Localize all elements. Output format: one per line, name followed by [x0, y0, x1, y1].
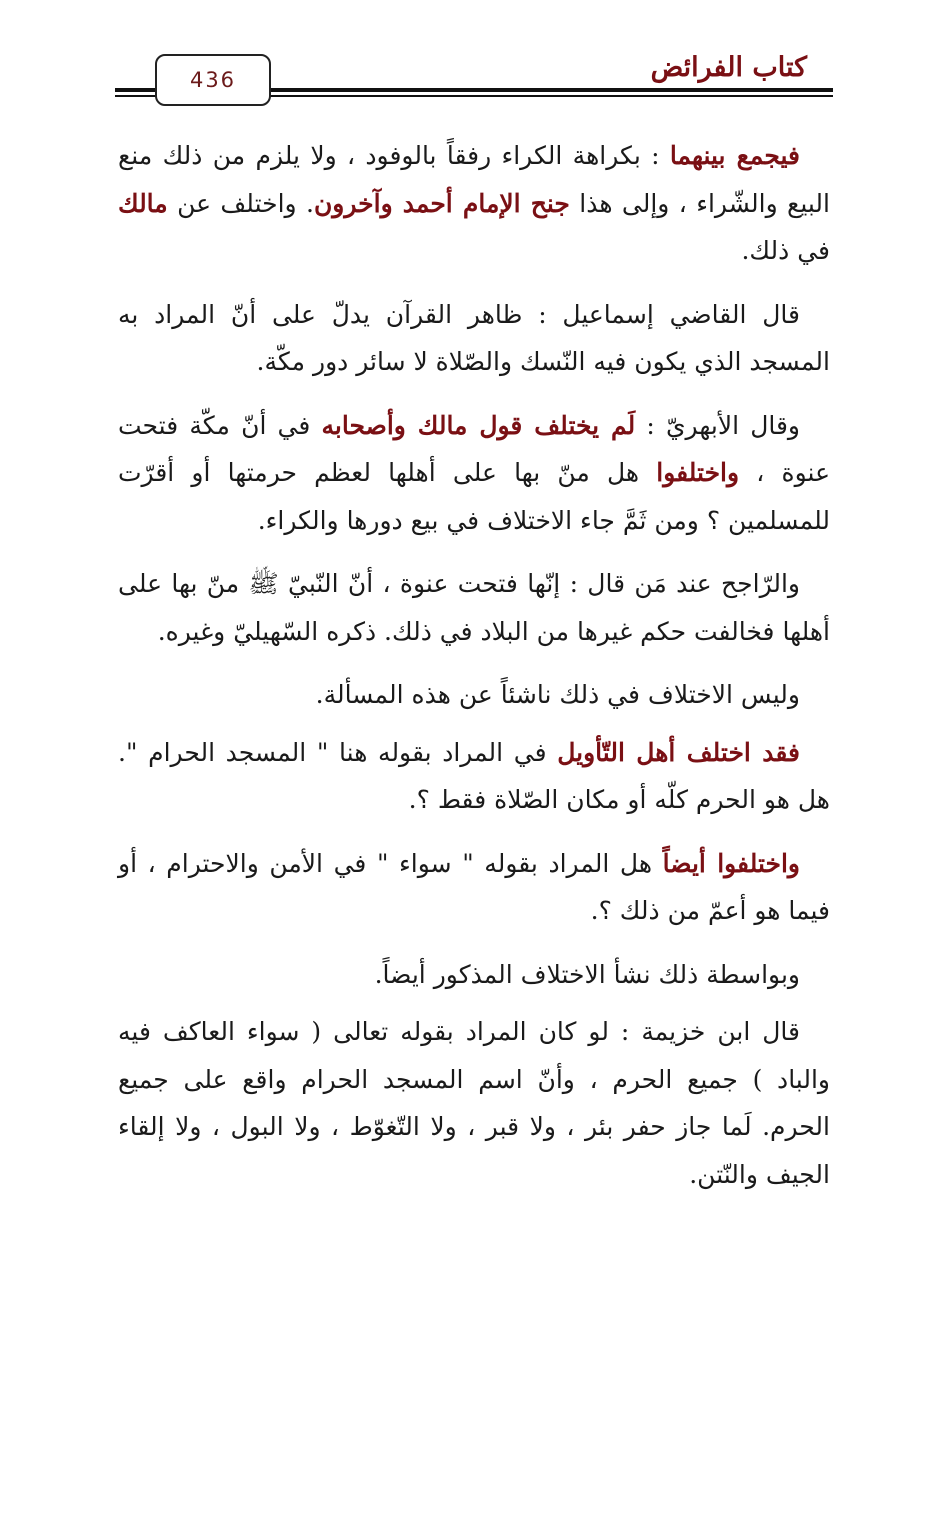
highlighted-phrase: واختلفوا: [656, 458, 740, 487]
highlighted-phrase: فقد اختلف أهل التّأويل: [557, 737, 800, 767]
paragraph: [118, 951, 830, 999]
highlighted-phrase: لَم يختلف قول مالك وأصحابه: [321, 410, 636, 440]
text-run: في المراد بقوله هنا " المسجد الحرام ". هل هو الحرم كلّه أو مكان الصّلاة فقط ؟.: [118, 737, 830, 814]
page-header: [115, 50, 833, 110]
text-run: وليس الاختلاف في ذلك ناشئاً عن هذه المسألة.: [315, 680, 800, 709]
paragraph: [118, 1008, 830, 1198]
paragraph: [118, 840, 830, 935]
page-number: 436: [155, 54, 271, 106]
paragraph: [118, 560, 830, 655]
text-run: . واختلف عن: [167, 188, 314, 218]
text-run: قال ابن خزيمة : لو كان المراد بقوله تعالى ( سواء العاكف فيه والباد ) جميع الحرم ، وأنّ اسم المسجد الحرام واقع على جميع الحرم. لَما جاز حفر بئر ، ولا قبر ، ولا التّغوّط ، ولا البول ، ولا إلقاء الجيف والنّتن.: [118, 1017, 830, 1189]
highlighted-phrase: جنح الإمام أحمد وآخرون: [313, 188, 570, 218]
text-run: في ذلك.: [741, 236, 830, 265]
text-run: قال القاضي إسماعيل : ظاهر القرآن يدلّ على أنّ المراد به المسجد الذي يكون فيه النّسك والصّلاة لا سائر دور مكّة.: [118, 299, 830, 376]
text-run: وبواسطة ذلك نشأ الاختلاف المذكور أيضاً.: [374, 959, 800, 989]
paragraph: [118, 671, 830, 719]
paragraph: [118, 132, 830, 275]
paragraph: [118, 729, 830, 824]
paragraph: [118, 402, 830, 545]
text-run: وقال الأبهريّ :: [635, 410, 800, 440]
chapter-title: كتاب الفرائض: [647, 52, 811, 83]
highlighted-phrase: فيجمع بينهما: [669, 141, 800, 170]
text-run: في أنّ مكّة فتحت عنوة ،: [118, 410, 830, 487]
highlighted-phrase: مالك: [118, 188, 168, 218]
highlighted-phrase: واختلفوا أيضاً: [662, 848, 800, 878]
text-run: : بكراهة الكراء رفقاً بالوفود ، ولا يلزم من ذلك منع البيع والشّراء ، وإلى هذا: [118, 141, 830, 218]
text-run: هل المراد بقوله " سواء " في الأمن والاحترام ، أو فيما هو أعمّ من ذلك ؟.: [118, 848, 830, 925]
page-body: [118, 132, 830, 1214]
text-run: والرّاجح عند مَن قال : إنّها فتحت عنوة ، أنّ النّبيّ ﷺ منّ بها على أهلها فخالفت حكم غيرها من البلاد في ذلك. ذكره السّهيليّ وغيره.: [118, 569, 830, 646]
paragraph: [118, 291, 830, 386]
text-run: هل منّ بها على أهلها لعظم حرمتها أو أقرّت للمسلمين ؟ ومن ثَمَّ جاء الاختلاف في بيع دورها والكراء.: [118, 458, 830, 535]
